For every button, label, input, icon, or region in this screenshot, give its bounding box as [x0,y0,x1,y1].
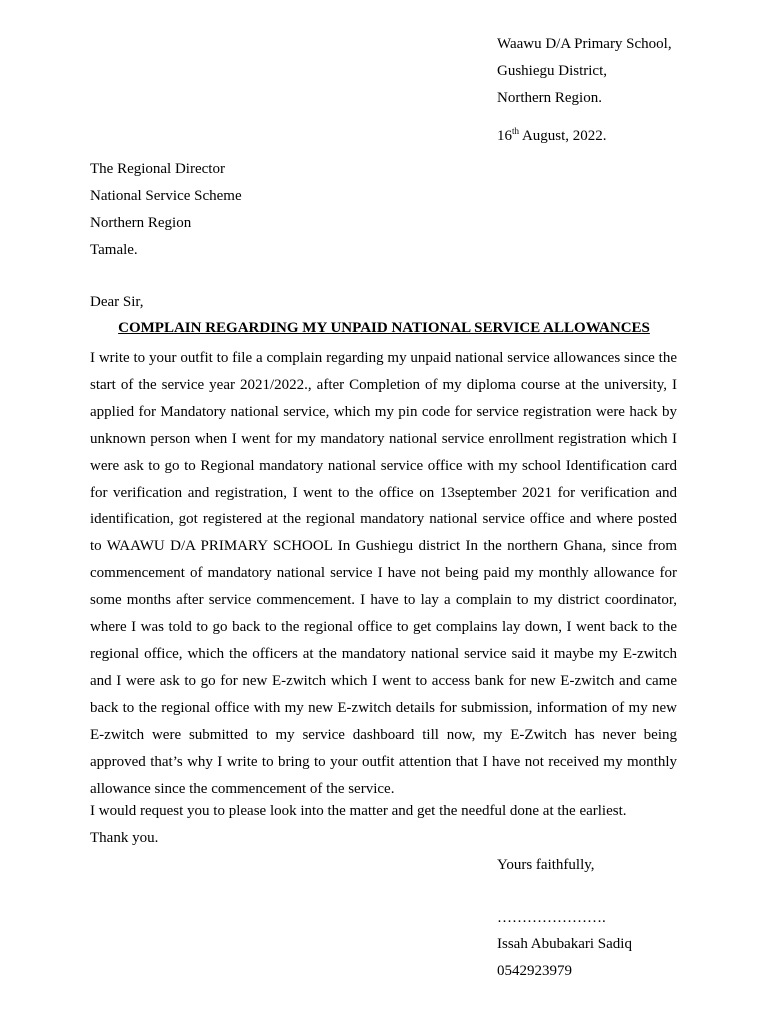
recipient-city: Tamale. [90,242,138,258]
letter-date [497,126,607,147]
sender-school: Waawu D/A Primary School, [497,36,672,52]
signer-name: Issah Abubakari Sadiq [497,936,632,952]
date-month-year: August, 2022. [519,128,607,144]
subject-heading: COMPLAIN REGARDING MY UNPAID NATIONAL SERVICE ALLOWANCES [118,320,650,336]
letter-body [90,345,677,802]
signature-line: …………………. [497,910,606,926]
valediction: Yours faithfully, [497,857,595,873]
sender-region: Northern Region. [497,90,602,106]
recipient-organization: National Service Scheme [90,188,242,204]
signer-phone: 0542923979 [497,963,572,979]
thanks-line: Thank you. [90,830,159,846]
salutation: Dear Sir, [90,294,144,310]
recipient-region: Northern Region [90,215,192,231]
recipient-title: The Regional Director [90,161,225,177]
date-day: 16 [497,128,512,144]
sender-district: Gushiegu District, [497,63,607,79]
request-line: I would request you to please look into the matter and get the needful done at the earliest. [90,803,627,819]
date-suffix: th [512,126,520,136]
body-paragraph: I write to your outfit to file a complain regarding my unpaid national service allowances since the start of the service year 2021/2022., after Completion of my diploma course at the university, I applied for Mandatory national service, which my pin code for service registration were hack by unknown person when I went for my mandatory national service enrollment registration which I were ask to go to Regional mandatory national service office with my school Identification card for verification and registration, I went to the office on 13september 2021 for verification and identification, got registered at the regional mandatory national service office and where posted to WAAWU D/A PRIMARY SCHOOL In Gushiegu district In the northern Ghana, since from commencement of mandatory national service I have not being paid my monthly allowance for some months after service commencement. I have to lay a complain to my district coordinator, where I was told to go back to the regional office to get complains lay down, I went back to the regional office, which the officers at the mandatory national service said it maybe my E-zwitch and I were ask to go for new E-zwitch which I went to access bank for new E-zwitch and came back to the regional office with my new E-zwitch details for submission, information of my new E-zwitch were submitted to my service dashboard till now, my E-Zwitch has never being approved that’s why I write to bring to your outfit attention that I have not received my monthly allowance since the commencement of the service. [90,350,677,797]
